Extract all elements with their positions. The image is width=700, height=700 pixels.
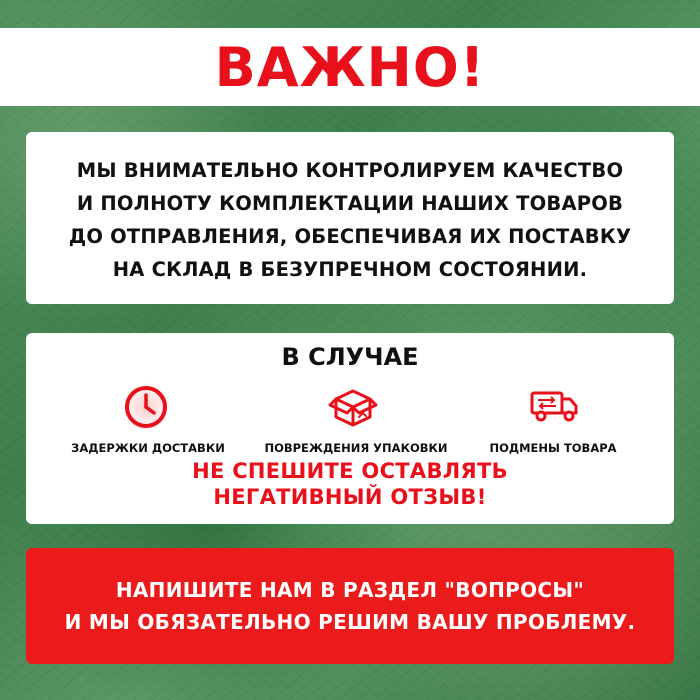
damaged-box-icon — [328, 381, 378, 436]
info-card — [26, 132, 674, 304]
banner-line: И МЫ ОБЯЗАТЕЛЬНО РЕШИМ ВАШУ ПРОБЛЕМУ. — [64, 610, 636, 634]
info-line: И ПОЛНОТУ КОМПЛЕКТАЦИИ НАШИХ ТОВАРОВ — [76, 192, 624, 215]
banner-line: НАПИШИТЕ НАМ В РАЗДЕЛ "ВОПРОСЫ" — [115, 578, 585, 602]
info-line: ДО ОТПРАВЛЕНИЯ, ОБЕСПЕЧИВАЯ ИХ ПОСТАВКУ — [68, 225, 632, 248]
clock-icon — [120, 381, 172, 438]
case-label-delivery-delay: ЗАДЕРЖКИ ДОСТАВКИ — [71, 441, 225, 455]
info-line: НА СКЛАД В БЕЗУПРЕЧНОМ СОСТОЯНИИ. — [112, 258, 588, 281]
delivery-truck-icon — [528, 381, 580, 436]
icons-row — [26, 381, 674, 441]
info-line: МЫ ВНИМАТЕЛЬНО КОНТРОЛИРУЕМ КАЧЕСТВО — [76, 159, 624, 182]
case-label-item-substitution: ПОДМЕНЫ ТОВАРА — [489, 441, 617, 455]
title-band — [0, 28, 700, 106]
warning-line: НЕГАТИВНЫЙ ОТЗЫВ! — [213, 485, 487, 509]
warning-line: НЕ СПЕШИТЕ ОСТАВЛЯТЬ — [192, 459, 508, 483]
contact-banner — [26, 548, 674, 664]
case-heading: В СЛУЧАЕ — [281, 343, 419, 371]
case-label-package-damage: ПОВРЕЖДЕНИЯ УПАКОВКИ — [264, 441, 448, 455]
case-card — [26, 333, 674, 524]
page-title: ВАЖНО! — [214, 35, 486, 99]
